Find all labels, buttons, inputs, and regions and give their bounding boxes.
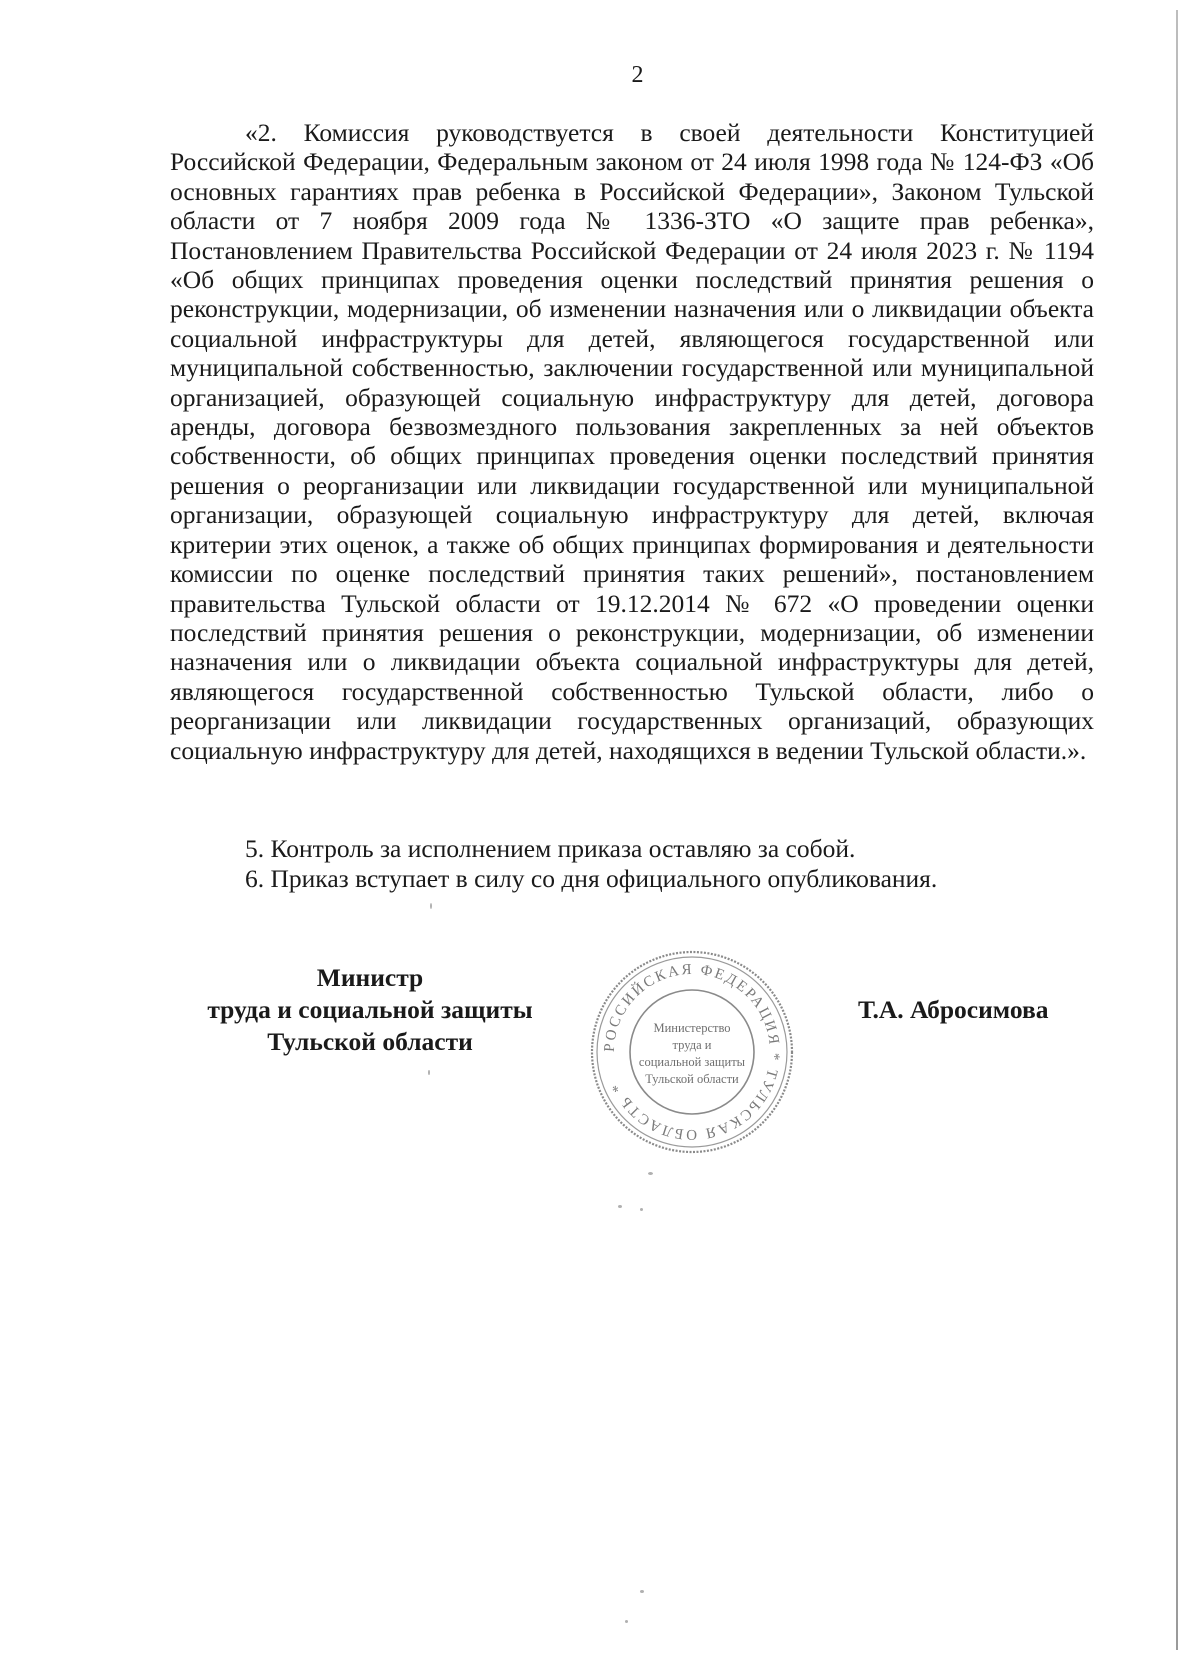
scan-speck [428,1070,430,1075]
page-number: 2 [631,62,644,88]
seal-inner-line-4: Тульской области [645,1072,739,1086]
seal-outer-text: РОССИЙСКАЯ ФЕДЕРАЦИЯ * ТУЛЬСКАЯ ОБЛАСТЬ * [601,961,783,1143]
signature-name: Т.А. Абросимова [858,995,1049,1024]
scan-speck [625,1620,628,1623]
scan-speck [640,1590,644,1593]
scan-speck [648,1172,653,1175]
scan-speck [430,903,432,909]
seal-outer-ring-2 [597,957,787,1147]
item-6: 6. Приказ вступает в силу со дня официального опубликования. [245,864,938,893]
item-5: 5. Контроль за исполнением приказа оставляю за собой. [245,834,856,863]
position-line-1: Министр [316,963,424,992]
seal-inner-line-2: труда и [672,1038,712,1052]
seal-outer-ring [592,952,792,1152]
paragraph-2: «2. Комиссия руководствуется в своей деятельности Конституцией Российской Федерации, Федеральным законом от 24 июля 1998 года № 124-ФЗ «Об основных гарантиях прав ребенка в Российской Федерации», Законом Тульской области от 7 ноября 2009 года № 1336-ЗТО «О защите прав ребенка», Постановлением Правительства Российской Федерации от 24 июля 2023 г. № 1194 «Об общих принципах проведения оценки последствий принятия решения о реконструкции, модернизации, об изменении назначения или о ликвидации объекта социальной инфраструктуры для детей, являющегося государственной или муниципальной собственностью, заключении государственной или муниципальной организацией, образующей социальную инфраструктуру для детей, договора аренды, договора безвозмездного пользования закрепленных за ней объектов собственности, об общих принципах проведения оценки последствий принятия решения о реорганизации или ликвидации государственной или муниципальной организации, образующей социальную инфраструктуру для детей, включая критерии этих оценок, а также об общих принципах формирования и деятельности комиссии по оценке последствий принятия таких решений», постановлением правительства Тульской области от 19.12.2014 № 672 «О проведении оценки последствий принятия решения о реконструкции, модернизации, об изменении назначения или о ликвидации объекта социальной инфраструктуры для детей, являющегося государственной собственностью Тульской области, либо о реорганизации или ликвидации государственных организаций, образующих социальную инфраструктуру для детей, находящихся в ведении Тульской области.». [170,118,1094,765]
signature-position [160,962,580,1058]
position-line-3: Тульской области [267,1027,473,1056]
scan-speck [618,1205,622,1208]
official-seal [588,948,796,1156]
scan-right-edge [1176,10,1178,1650]
seal-inner-ring [630,990,754,1114]
seal-inner-line-1: Министерство [653,1021,731,1035]
seal-inner-line-3: социальной защиты [638,1055,746,1069]
scan-speck [640,1208,643,1211]
position-line-2: труда и социальной защиты [207,995,533,1024]
